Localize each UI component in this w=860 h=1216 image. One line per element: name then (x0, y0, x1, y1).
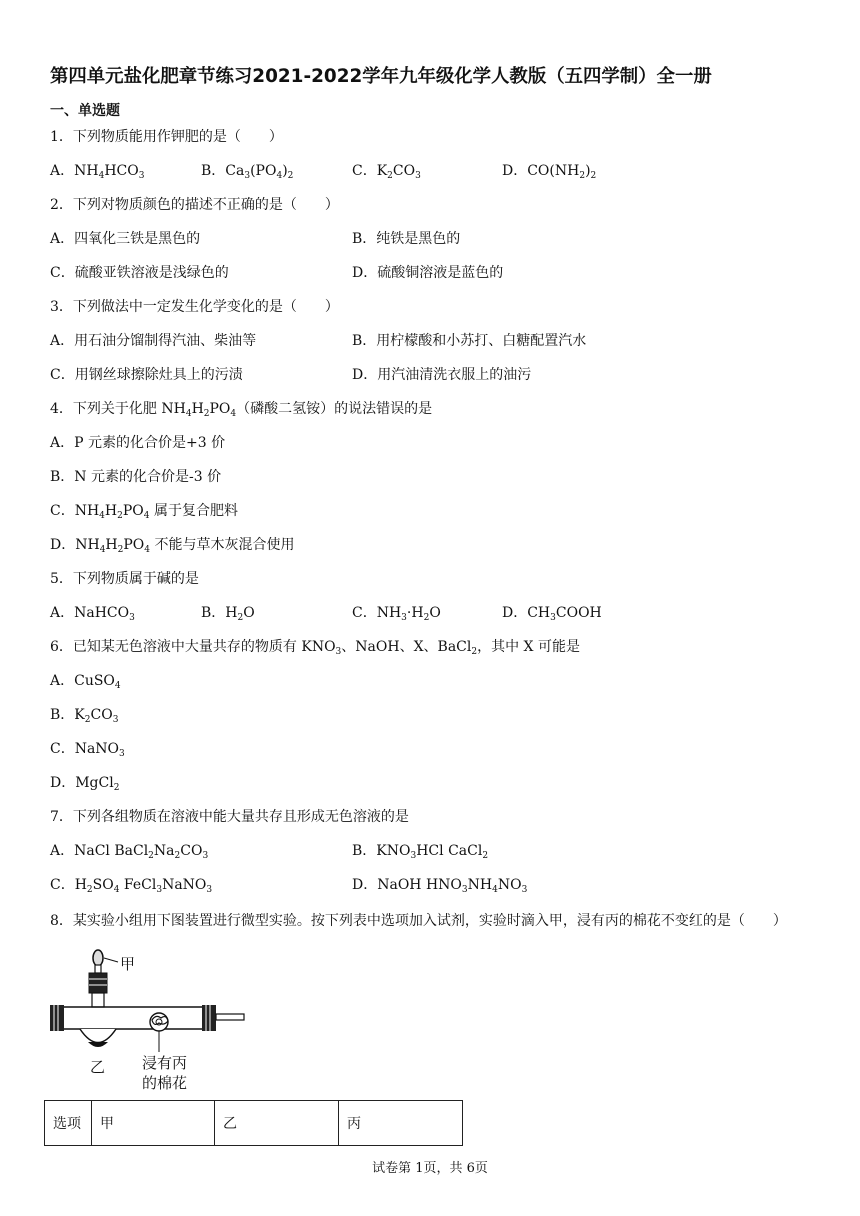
question-2-stem: 2．下列对物质颜色的描述不正确的是（ ） (50, 197, 339, 213)
apparatus-figure (46, 948, 246, 1098)
question-3-stem: 3．下列做法中一定发生化学变化的是（ ） (50, 299, 339, 315)
cotton-ball (150, 1013, 168, 1031)
question-2-option-c: C．硫酸亚铁溶液是浅绿色的 (50, 265, 229, 281)
question-4-option-a: A．P 元素的化合价是+3 价 (50, 435, 226, 451)
question-7-option-b: B．$KNO_3HCl$ CaCl$_2$ (352, 843, 489, 861)
question-7-option-c: C．$H_2SO_4$ FeCl$_3$NaNO$_3$ (50, 877, 213, 895)
label-jia: 甲 (120, 955, 136, 973)
label-cotton-line-2: 的棉花 (142, 1074, 188, 1092)
question-1-option-a: A．$NH_4HCO_3$ (50, 163, 145, 181)
page-title: 第四单元盐化肥章节练习2021-2022学年九年级化学人教版（五四学制）全一册 (50, 66, 712, 87)
question-5-stem: 5．下列物质属于碱的是 (50, 571, 199, 587)
question-6-option-d: D．MgCl$_2$ (50, 775, 120, 793)
options-table (44, 1100, 463, 1146)
left-stopper (50, 1005, 64, 1031)
reagent-well (80, 1029, 116, 1043)
question-4-stem: 4．下列关于化肥 $NH_4H_2PO_4$（磷酸二氢铵）的说法错误的是 (50, 401, 433, 419)
question-3-option-d: D．用汽油清洗衣服上的油污 (352, 367, 532, 383)
question-2-option-b: B．纯铁是黑色的 (352, 231, 461, 247)
question-1-option-d: D．$CO(NH_2)_2$ (502, 163, 597, 181)
question-7-option-d: D．NaOH $HNO_3NH_4NO_3$ (352, 877, 528, 895)
question-6-option-b: B．$K_2CO_3$ (50, 707, 119, 725)
stopper (89, 973, 107, 993)
question-4-option-c: C．$NH_4H_2PO_4$ 属于复合肥料 (50, 503, 238, 521)
table-header-cell: 乙 (215, 1101, 339, 1146)
question-2-option-a: A．四氧化三铁是黑色的 (50, 231, 201, 247)
question-7-option-a: A．NaCl $BaCl_2Na_2CO_3$ (50, 843, 209, 861)
question-6-stem: 6．已知某无色溶液中大量共存的物质有 $KNO_3$、NaOH、X、BaCl$_2$，其中 X 可能是 (50, 639, 580, 657)
question-6-option-a: A．CuSO$_4$ (50, 673, 121, 691)
label-yi: 乙 (90, 1058, 106, 1076)
question-3-option-b: B．用柠檬酸和小苏打、白糖配置汽水 (352, 333, 587, 349)
question-6-option-c: C．NaNO$_3$ (50, 741, 125, 759)
question-5-option-d: D．$CH_3COOH$ (502, 605, 602, 623)
section-heading: 一、单选题 (50, 103, 120, 119)
dropper-neck (95, 965, 101, 973)
question-7-stem: 7．下列各组物质在溶液中能大量共存且形成无色溶液的是 (50, 809, 409, 825)
question-5-option-a: A．NaHCO$_3$ (50, 605, 135, 623)
question-4-option-b: B．N 元素的化合价是-3 价 (50, 469, 222, 485)
question-5-option-c: C．$NH_3\cdot H_2O$ (352, 605, 441, 623)
question-2-option-d: D．硫酸铜溶液是蓝色的 (352, 265, 504, 281)
question-4-option-d: D．$NH_4H_2PO_4$ 不能与草木灰混合使用 (50, 537, 295, 555)
table-header-cell: 甲 (92, 1101, 215, 1146)
question-8-stem: 8．某实验小组用下图装置进行微型实验。按下列表中选项加入试剂，实验时滴入甲，浸有丙的棉花不变红的是（ ） (50, 913, 787, 929)
dropper-bulb (93, 950, 103, 966)
question-3-option-a: A．用石油分馏制得汽油、柴油等 (50, 333, 257, 349)
question-5-option-b: B．$H_2O$ (201, 605, 255, 623)
question-1-option-c: C．$K_2CO_3$ (352, 163, 421, 181)
table-header-cell: 丙 (339, 1101, 463, 1146)
page-footer: 试卷第 1页，共 6页 (372, 1161, 488, 1176)
question-1-stem: 1．下列物质能用作钾肥的是（ ） (50, 129, 283, 145)
right-stopper (202, 1005, 216, 1031)
table-header-row (45, 1101, 463, 1146)
table-header-cell: 选项 (45, 1101, 92, 1146)
question-3-option-c: C．用钢丝球擦除灶具上的污渍 (50, 367, 243, 383)
question-1-option-b: B．$Ca_3(PO_4)_2$ (201, 163, 294, 181)
label-cotton-line-1: 浸有丙 (142, 1054, 188, 1072)
